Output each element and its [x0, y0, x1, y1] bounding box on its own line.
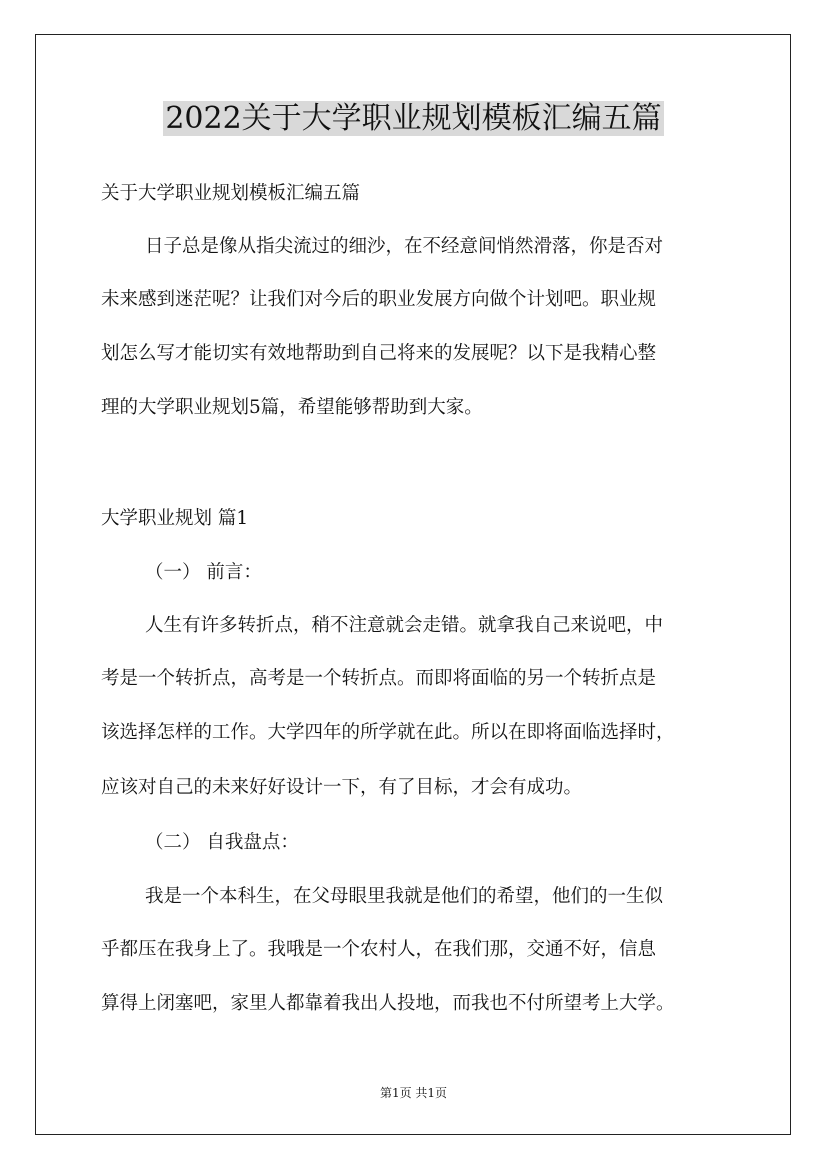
paragraph-line: 应该对自己的未来好好设计一下，有了目标，才会有成功。: [101, 777, 583, 798]
paragraph-line: 理的大学职业规划5篇，希望能够帮助到大家。: [101, 397, 483, 418]
paragraph-line: 我是一个本科生，在父母眼里我就是他们的希望，他们的一生似: [145, 886, 664, 907]
paragraph-line: 日子总是像从指尖流过的细沙，在不经意间悄然滑落，你是否对: [145, 236, 664, 257]
subtitle-line: 关于大学职业规划模板汇编五篇: [101, 183, 361, 204]
paragraph-line: 考是一个转折点，高考是一个转折点。而即将面临的另一个转折点是: [101, 668, 657, 689]
page-footer: 第1页 共1页: [379, 1086, 448, 1100]
section-heading: 大学职业规划 篇1: [101, 508, 249, 529]
paragraph-line: 算得上闭塞吧，家里人都靠着我出人投地，而我也不付所望考上大学。: [101, 993, 675, 1014]
paragraph-line: 未来感到迷茫呢？让我们对今后的职业发展方向做个计划吧。职业规: [101, 289, 657, 310]
document-title: [0, 96, 827, 142]
subsection-heading: （一） 前言：: [145, 562, 262, 583]
document-title-text: 2022关于大学职业规划模板汇编五篇: [165, 101, 662, 136]
subsection-heading: （二） 自我盘点：: [145, 832, 299, 853]
paragraph-line: 划怎么写才能切实有效地帮助到自己将来的发展呢？以下是我精心整: [101, 343, 657, 364]
paragraph-line: 乎都压在我身上了。我哦是一个农村人，在我们那，交通不好，信息: [101, 939, 657, 960]
paragraph-line: 该选择怎样的工作。大学四年的所学就在此。所以在即将面临选择时，: [101, 722, 675, 743]
paragraph-line: 人生有许多转折点，稍不注意就会走错。就拿我自己来说吧，中: [145, 615, 664, 636]
